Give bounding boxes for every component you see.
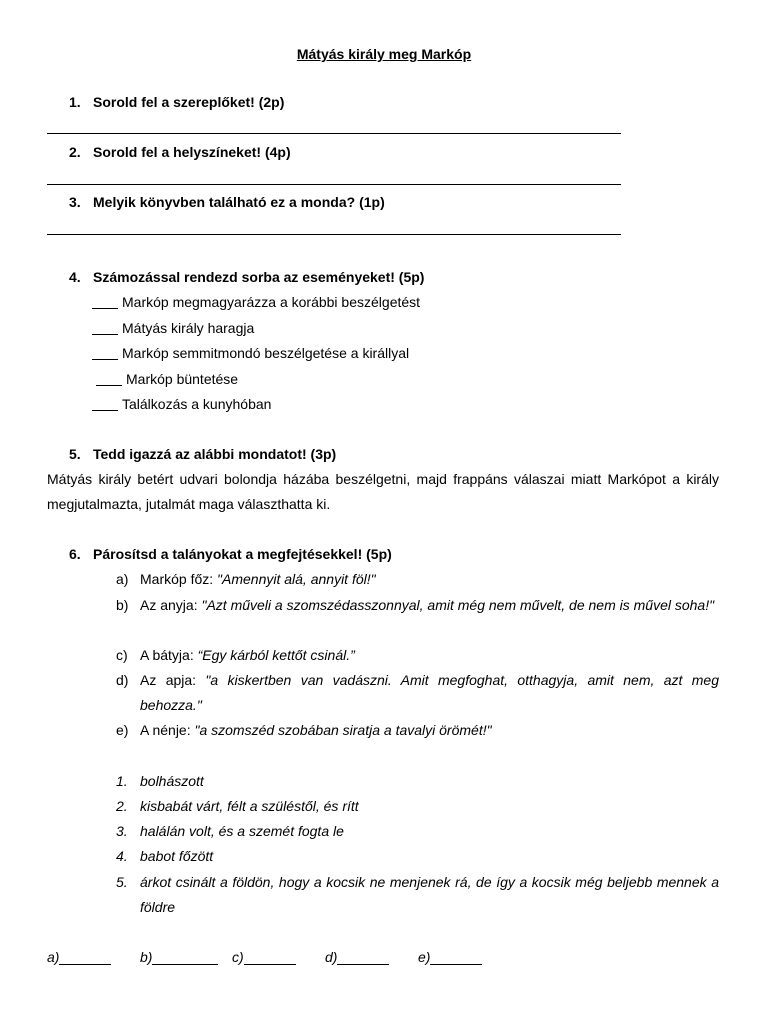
riddle-quote: "a kiskertben van vadászni. Amit megfoghat, otthagyja, amit nem, azt meg behozza." (140, 672, 719, 713)
riddle-quote: "a szomszéd szobában siratja a tavalyi örömét!" (194, 722, 492, 738)
riddle-label: d) (116, 672, 129, 688)
riddle-item (116, 668, 719, 713)
order-blank[interactable] (92, 320, 118, 335)
question-text: Párosítsd a talányokat a megfejtésekkel! (5p) (93, 546, 392, 562)
question-text: Sorold fel a szereplőket! (2p) (93, 94, 285, 110)
riddle-quote: "Azt műveli a szomszédasszonnyal, amit még nem művelt, de nem is művel soha!" (201, 597, 715, 613)
answer-label: a) (47, 949, 60, 965)
answer-blank[interactable] (59, 949, 111, 965)
riddle-speaker: Az apja: (140, 672, 197, 688)
event-text: Markóp megmagyarázza a korábbi beszélgetést (122, 294, 421, 310)
question-number: 3. (69, 194, 81, 210)
question-number: 4. (69, 269, 81, 285)
solution-item (116, 844, 214, 869)
riddle-speaker: A bátyja: (140, 647, 194, 663)
solution-number: 4. (116, 848, 128, 864)
event-text: Markóp büntetése (126, 371, 239, 387)
answer-e (418, 945, 482, 970)
solution-item (116, 769, 204, 794)
answer-a (47, 945, 111, 970)
question-5 (69, 442, 336, 467)
riddle-item (116, 718, 492, 743)
answer-line-1[interactable] (47, 133, 621, 134)
riddle-item (116, 567, 376, 592)
answer-label: c) (232, 949, 244, 965)
event-item (96, 367, 238, 392)
riddle-label: e) (116, 722, 129, 738)
question-text: Melyik könyvben található ez a monda? (1p) (93, 194, 385, 210)
solution-text: kisbabát várt, félt a szüléstől, és rítt (140, 798, 359, 814)
question-number: 6. (69, 546, 81, 562)
order-blank[interactable] (92, 396, 118, 411)
answer-blank[interactable] (430, 949, 482, 965)
event-item (92, 392, 271, 417)
riddle-speaker: Markóp főz: (140, 571, 214, 587)
order-blank[interactable] (92, 294, 118, 309)
riddle-speaker: A nénje: (140, 722, 191, 738)
answer-label: b) (140, 949, 153, 965)
question-3 (69, 190, 385, 215)
solution-text: babot főzött (140, 848, 214, 864)
riddle-label: b) (116, 597, 129, 613)
question-number: 1. (69, 94, 81, 110)
answer-label: e) (418, 949, 431, 965)
solution-item (116, 794, 359, 819)
solution-number: 1. (116, 773, 128, 789)
question-6 (69, 542, 392, 567)
solution-number: 2. (116, 798, 128, 814)
riddle-item (116, 643, 355, 668)
question-text: Sorold fel a helyszíneket! (4p) (93, 144, 291, 160)
solution-item (116, 819, 344, 844)
answer-c (232, 945, 296, 970)
riddle-item (116, 593, 715, 618)
riddle-quote: “Egy kárból kettőt csinál.” (197, 647, 355, 663)
solution-number: 5. (116, 874, 128, 890)
riddle-speaker: Az anyja: (140, 597, 198, 613)
answer-d (325, 945, 389, 970)
question-text: Számozással rendezd sorba az eseményeket! (5p) (93, 269, 425, 285)
riddle-quote: "Amennyit alá, annyit föl!" (217, 571, 376, 587)
event-text: Markóp semmitmondó beszélgetése a királlyal (122, 345, 410, 361)
order-blank[interactable] (96, 371, 122, 386)
event-item (92, 290, 420, 315)
answer-line-2[interactable] (47, 184, 621, 185)
answer-label: d) (325, 949, 338, 965)
question-number: 2. (69, 144, 81, 160)
solution-text: halálán volt, és a szemét fogta le (140, 823, 344, 839)
question-1 (69, 90, 284, 115)
order-blank[interactable] (92, 345, 118, 360)
answer-blank[interactable] (337, 949, 389, 965)
solution-number: 3. (116, 823, 128, 839)
solution-text: bolhászott (140, 773, 204, 789)
answer-b (140, 945, 218, 970)
answer-blank[interactable] (244, 949, 296, 965)
event-item (92, 341, 409, 366)
event-text: Találkozás a kunyhóban (122, 396, 272, 412)
answer-line-3[interactable] (47, 234, 621, 235)
solution-item (116, 870, 719, 915)
riddle-label: a) (116, 571, 129, 587)
answer-blank[interactable] (152, 949, 218, 965)
question-4 (69, 265, 424, 290)
question-2 (69, 140, 291, 165)
worksheet-title: Mátyás király meg Markóp (296, 46, 472, 62)
question-text: Tedd igazzá az alábbi mondatot! (3p) (93, 446, 337, 462)
solution-text: árkot csinált a földön, hogy a kocsik ne menjenek rá, de így a kocsik még beljebb mennek a földre (140, 874, 719, 915)
event-text: Mátyás király haragja (122, 320, 255, 336)
riddle-label: c) (116, 647, 128, 663)
question-number: 5. (69, 446, 81, 462)
event-item (92, 316, 254, 341)
statement-paragraph: Mátyás király betért udvari bolondja házába beszélgetni, majd frappáns válaszai miatt Markópot a király megjutalmazta, jutalmát maga választhatta ki. (47, 471, 719, 512)
